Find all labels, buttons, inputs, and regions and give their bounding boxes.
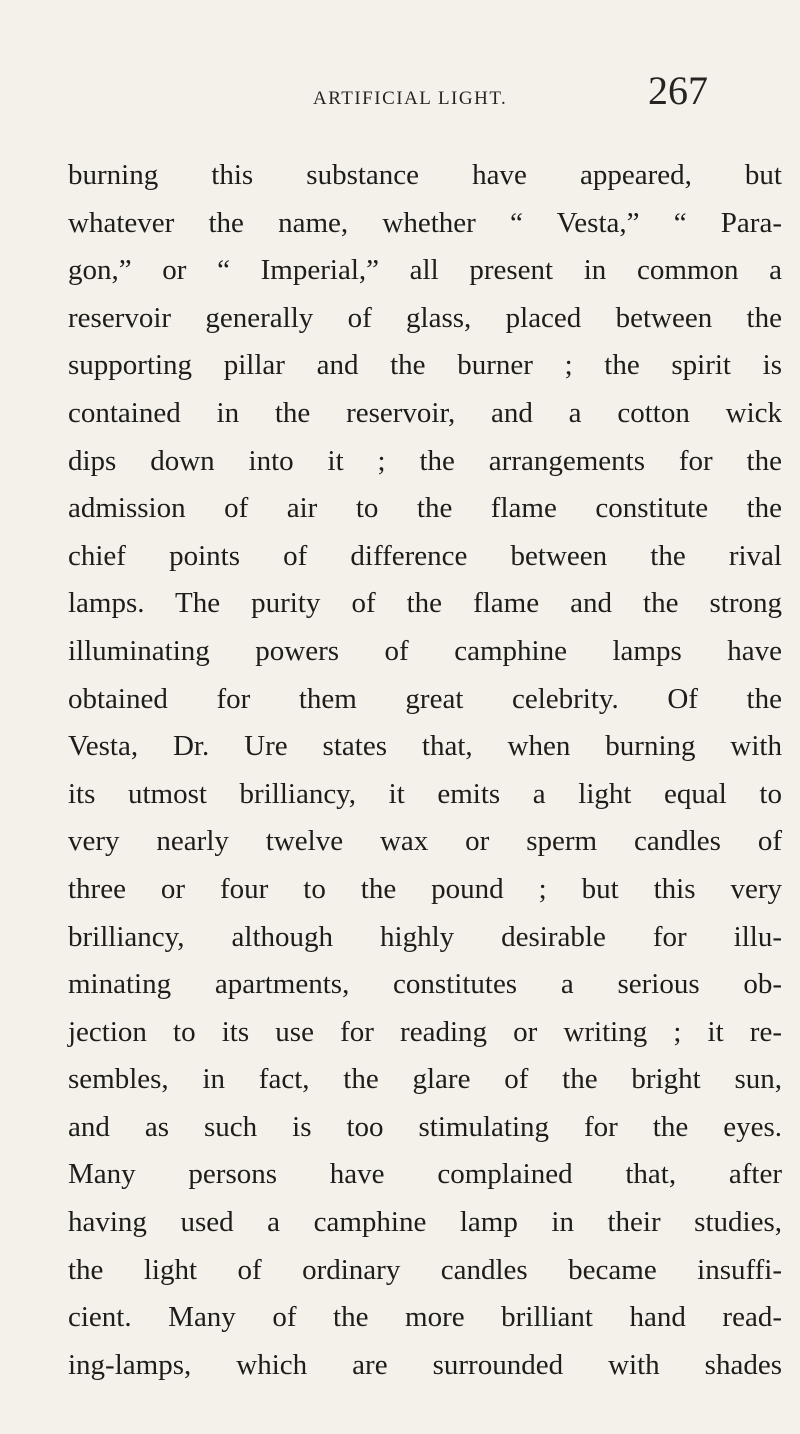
text-line: the light of ordinary candles became insuffi- [68, 1253, 782, 1286]
text-line: obtained for them great celebrity. Of the [68, 682, 782, 715]
text-line: dips down into it ; the arrangements for the [68, 444, 782, 477]
body-text [68, 152, 782, 1389]
text-line: Many persons have complained that, after [68, 1158, 782, 1191]
text-line: chief points of difference between the rival [68, 539, 782, 572]
text-line: supporting pillar and the burner ; the spirit is [68, 349, 782, 382]
text-line: its utmost brilliancy, it emits a light equal to [68, 777, 782, 810]
text-line: very nearly twelve wax or sperm candles of [68, 825, 782, 858]
text-line: three or four to the pound ; but this very [68, 872, 782, 905]
text-line: cient. Many of the more brilliant hand read- [68, 1301, 782, 1334]
running-head [0, 68, 800, 128]
text-line: minating apartments, constitutes a serious ob- [68, 968, 782, 1001]
text-line: ing-lamps, which are surrounded with shades [68, 1348, 782, 1381]
text-line: Vesta, Dr. Ure states that, when burning with [68, 730, 782, 763]
text-line: jection to its use for reading or writing ; it re- [68, 1015, 782, 1048]
text-line: burning this substance have appeared, but [68, 159, 782, 191]
text-line: illuminating powers of camphine lamps have [68, 634, 782, 667]
text-line: sembles, in fact, the glare of the bright sun, [68, 1063, 782, 1096]
text-line: having used a camphine lamp in their studies, [68, 1206, 782, 1239]
text-line: admission of air to the flame constitute the [68, 492, 782, 525]
text-line: whatever the name, whether “ Vesta,” “ Para- [68, 206, 782, 239]
text-line: lamps. The purity of the flame and the strong [68, 587, 782, 620]
text-line: brilliancy, although highly desirable for illu- [68, 920, 782, 953]
running-title: ARTIFICIAL LIGHT. [313, 88, 508, 109]
text-line: reservoir generally of glass, placed between the [68, 301, 782, 334]
text-line: contained in the reservoir, and a cotton wick [68, 396, 782, 429]
page-number: 267 [648, 68, 708, 113]
text-line: and as such is too stimulating for the eyes. [68, 1110, 782, 1143]
text-line: gon,” or “ Imperial,” all present in common a [68, 254, 782, 287]
